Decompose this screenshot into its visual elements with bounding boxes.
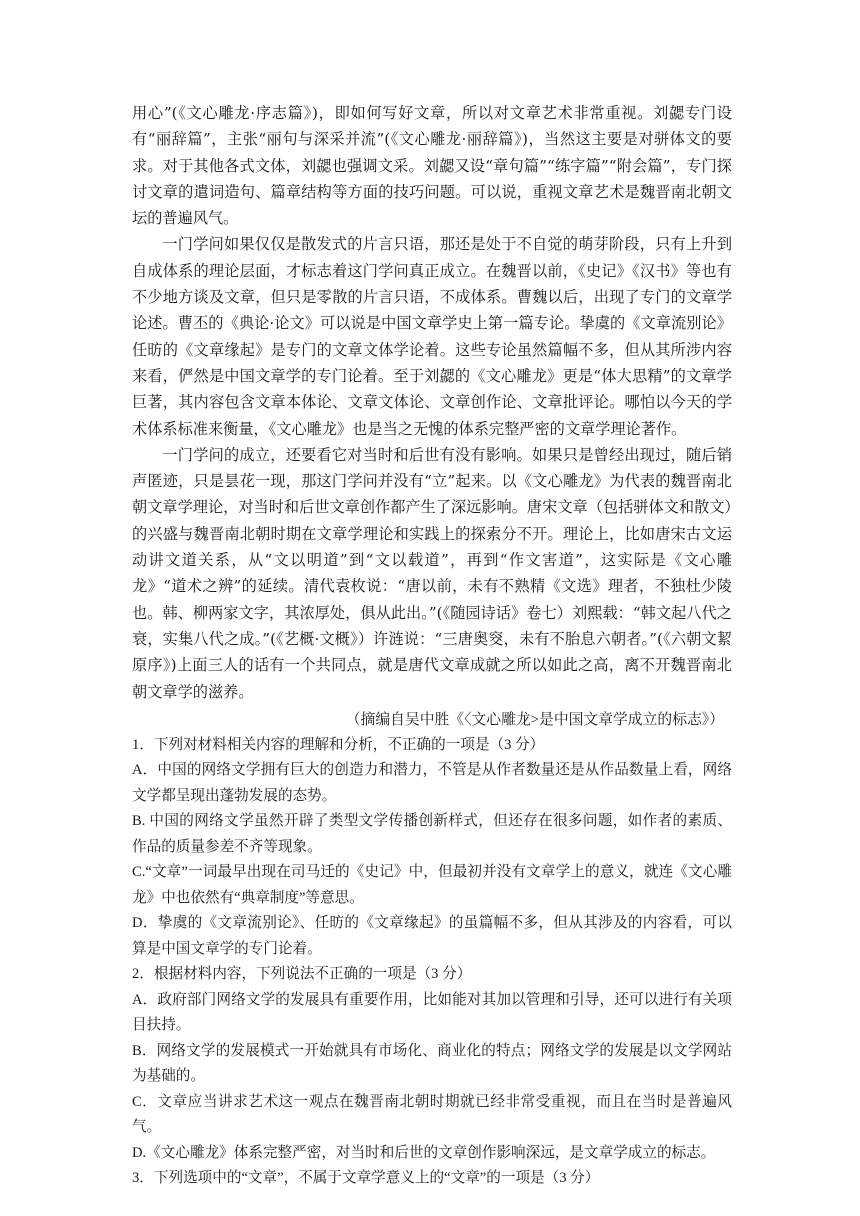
passage-paragraph-3: 一门学问的成立，还要看它对当时和后世有没有影响。如果只是曾经出现过，随后销声匿迹，只是昙花一现，那这门学问并没有“立”起来。以《文心雕龙》为代表的魏晋南北朝文章学理论，对当时和后世文章创作都产生了深远影响。唐宋文章（包括骈体文和散文）的兴盛与魏晋南北朝时期在文章学理论和实践上的探索分不开。理论上，比如唐宋古文运动讲文道关系，从“文以明道”到“文以载道”，再到“作文害道”，这实际是《文心雕龙》“道术之辨”的延续。清代袁枚说：“唐以前，未有不熟精《文选》理者，不独杜少陵也。韩、柳两家文字，其浓厚处，俱从此出。”(《随园诗话》卷七）刘熙载：“韩文起八代之衰，实集八代之成。”(《艺概·文概》）许涟说：“三唐奥窔，未有不胎息六朝者。”(《六朝文絜原序》)上面三人的话有一个共同点，就是唐代文章成就之所以如此之高，离不开魏晋南北朝文章学的滋养。: [132, 445, 732, 701]
document-page: [132, 100, 732, 1192]
question-3-stem: 3．下列选项中的“文章”，不属于文章学意义上的“文章”的一项是（3 分）: [132, 1170, 600, 1187]
passage: [132, 100, 732, 733]
question-2: [132, 962, 732, 1166]
question-1: [132, 733, 732, 963]
question-2-stem: 2．根据材料内容，下列说法不正确的一项是（3 分）: [132, 966, 472, 983]
question-3: [132, 1166, 732, 1192]
question-1-option-a: A．中国的网络文学拥有巨大的创造力和潜力，不管是从作者数量还是从作品数量上看，网络文学都呈现出蓬勃发展的态势。: [132, 762, 732, 804]
question-1-stem: 1．下列对材料相关内容的理解和分析，不正确的一项是（3 分）: [132, 736, 545, 753]
question-2-option-c: C．文章应当讲求艺术这一观点在魏晋南北朝时期就已经非常受重视，而且在当时是普遍风气。: [132, 1093, 732, 1136]
question-2-option-a: A．政府部门网络文学的发展具有重要作用，比如能对其加以管理和引导，还可以进行有关项目扶持。: [132, 991, 732, 1034]
question-1-option-d: D．挚虞的《文章流别论》、任昉的《文章缘起》的虽篇幅不多，但从其涉及的内容看，可以算是中国文章学的专门论着。: [132, 915, 732, 957]
question-2-option-b: B．网络文学的发展模式一开始就具有市场化、商业化的特点；网络文学的发展是以文学网站为基础的。: [132, 1042, 732, 1085]
questions: [132, 733, 732, 1192]
passage-paragraph-2: 一门学问如果仅仅是散发式的片言只语，那还是处于不自觉的萌芽阶段，只有上升到自成体系的理论层面，才标志着这门学问真正成立。在魏晋以前，《史记》《汉书》等也有不少地方谈及文章，但只是零散的片言只语，不成体系。曹魏以后，出现了专门的文章学论述。曹丕的《典论·论文》可以说是中国文章学史上第一篇专论。挚虞的《文章流别论》任昉的《文章缘起》是专门的文章文体学论着。这些专论虽然篇幅不多，但从其所涉内容来看，俨然是中国文章学的专门论着。至于刘勰的《文心雕龙》更是“体大思精”的文章学巨著，其内容包含文章本体论、文章文体论、文章创作论、文章批评论。哪怕以今天的学术体系标准来衡量，《文心雕龙》也是当之无愧的体系完整严密的文章学理论著作。: [132, 235, 732, 438]
question-1-option-b: B. 中国的网络文学虽然开辟了类型文学传播创新样式，但还存在很多问题，如作者的素质、作品的质量参差不齐等现象。: [132, 813, 732, 855]
passage-source: （摘编自吴中胜《〈文心雕龙>是中国文章学成立的标志》）: [345, 711, 724, 728]
passage-paragraph-1: 用心”(《文心雕龙·序志篇》)，即如何写好文章，所以对文章艺术非常重视。刘勰专门设有“丽辞篇”，主张“丽句与深采并流”(《文心雕龙·丽辞篇》)，当然这主要是对骈体文的要求。对于其他各式文体，刘勰也强调文采。刘勰又设“章句篇”“练字篇”“附会篇”，专门探讨文章的遣词造句、篇章结构等方面的技巧问题。可以说，重视文章艺术是魏晋南北朝文坛的普遍风气。: [132, 104, 732, 228]
question-1-option-c: C.“文章”一词最早出现在司马迁的《史记》中，但最初并没有文章学上的意义，就连《文心雕龙》中也依然有“典章制度”等意思。: [132, 864, 732, 906]
question-2-option-d: D.《文心雕龙》体系完整严密，对当时和后世的文章创作影响深远，是文章学成立的标志。: [132, 1144, 716, 1161]
